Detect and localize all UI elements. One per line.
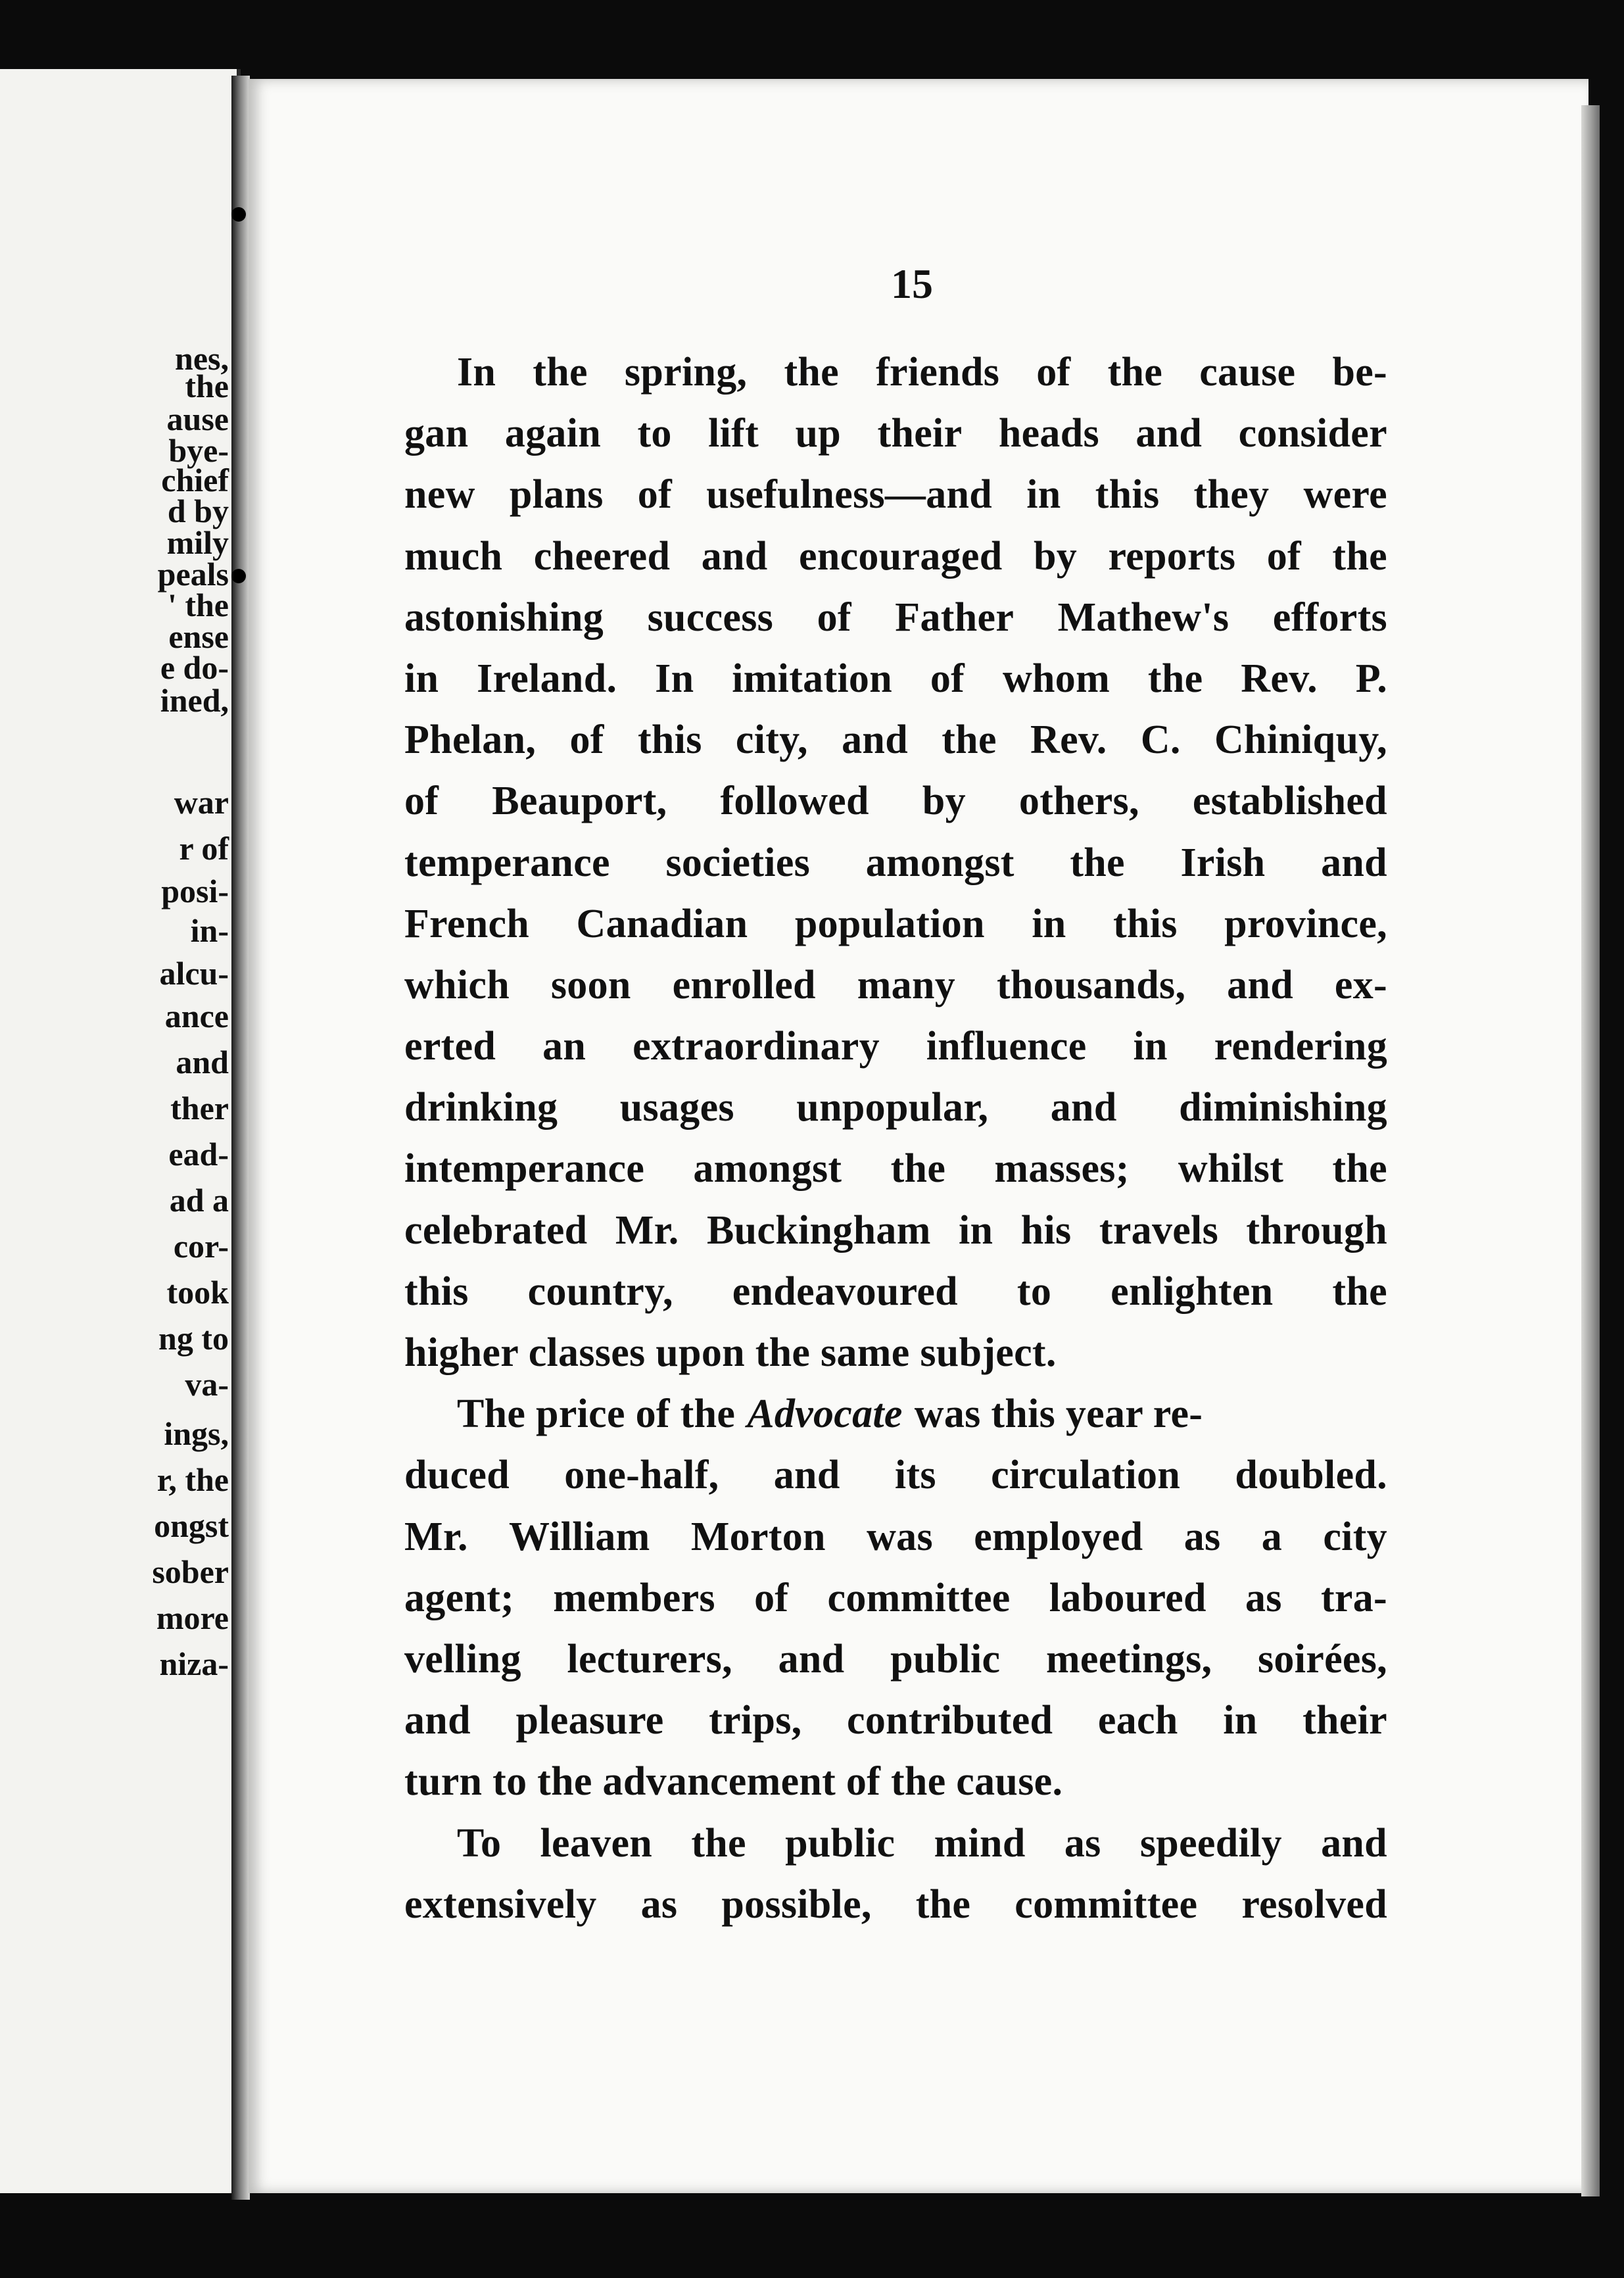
word: In bbox=[457, 350, 496, 395]
word: William bbox=[509, 1514, 650, 1559]
word: and bbox=[1050, 1085, 1117, 1130]
word: thousands, bbox=[996, 962, 1186, 1007]
cropped-text-fragment: ther bbox=[170, 1090, 229, 1127]
cropped-text-fragment: more bbox=[156, 1599, 229, 1636]
word: amongst bbox=[865, 840, 1015, 885]
text-line bbox=[404, 1629, 1387, 1690]
cropped-text-fragment: bye- bbox=[168, 432, 229, 469]
word: this bbox=[1095, 472, 1160, 518]
text-line bbox=[404, 648, 1387, 710]
word: friends bbox=[876, 350, 1000, 395]
text-line bbox=[404, 1568, 1387, 1629]
word: Chiniquy, bbox=[1214, 717, 1387, 763]
word: Buckingham bbox=[706, 1207, 931, 1253]
cropped-text-fragment: and bbox=[176, 1044, 229, 1080]
word: efforts bbox=[1272, 594, 1387, 640]
text-line bbox=[404, 710, 1387, 771]
word: and bbox=[1135, 411, 1203, 456]
word: a bbox=[1261, 1514, 1283, 1559]
word: diminishing bbox=[1179, 1085, 1387, 1130]
word: Canadian bbox=[576, 901, 748, 946]
word: travels bbox=[1099, 1207, 1219, 1253]
text-line bbox=[404, 1384, 1387, 1445]
word: societies bbox=[665, 840, 811, 885]
word: duced bbox=[404, 1453, 510, 1498]
word: in bbox=[1223, 1698, 1258, 1743]
word: and bbox=[1321, 840, 1387, 885]
word: velling bbox=[404, 1636, 521, 1682]
word: again bbox=[504, 411, 602, 456]
word: were bbox=[1303, 472, 1387, 518]
word: and bbox=[404, 1698, 471, 1743]
word: influence bbox=[926, 1024, 1087, 1069]
word: Ireland. bbox=[477, 656, 617, 701]
word: Rev. bbox=[1241, 656, 1318, 701]
word: erted bbox=[404, 1024, 496, 1069]
word: in bbox=[404, 656, 439, 701]
word: plans bbox=[509, 472, 604, 518]
word: speedily bbox=[1139, 1820, 1282, 1866]
word: the bbox=[1070, 840, 1125, 885]
word: lecturers, bbox=[567, 1636, 732, 1682]
cropped-text-fragment: ense bbox=[168, 618, 229, 655]
word: public bbox=[890, 1636, 1001, 1682]
word: trips, bbox=[709, 1698, 802, 1743]
text-run: The price of the bbox=[457, 1392, 736, 1437]
text-line bbox=[404, 587, 1387, 648]
text-line bbox=[404, 1813, 1387, 1874]
word: the bbox=[1147, 656, 1203, 701]
word: by bbox=[922, 779, 966, 824]
word: was bbox=[867, 1514, 933, 1559]
cropped-text-fragment: ings, bbox=[164, 1415, 229, 1452]
text-line bbox=[404, 1445, 1387, 1506]
text-line bbox=[404, 464, 1387, 525]
text-line bbox=[404, 1077, 1387, 1138]
text-line bbox=[404, 1138, 1387, 1200]
text-line: turn to the advancement of the cause. bbox=[404, 1759, 1063, 1805]
text-line: higher classes upon the same subject. bbox=[404, 1330, 1057, 1375]
text-line bbox=[404, 1507, 1387, 1568]
cropped-text-fragment: sober bbox=[152, 1553, 229, 1590]
text-line bbox=[404, 1874, 1387, 1935]
text-line bbox=[404, 771, 1387, 832]
word: as bbox=[1064, 1820, 1101, 1866]
word: Morton bbox=[690, 1514, 826, 1559]
cropped-text-fragment: in- bbox=[190, 912, 229, 949]
word: and bbox=[778, 1636, 845, 1682]
word: in bbox=[1133, 1024, 1168, 1069]
word: by bbox=[1033, 533, 1078, 579]
word: enrolled bbox=[672, 962, 816, 1007]
word: lift bbox=[708, 411, 759, 456]
cropped-text-fragment: r, the bbox=[156, 1461, 229, 1498]
word: and bbox=[1227, 962, 1294, 1007]
cropped-text-fragment: r of bbox=[179, 830, 229, 867]
word: of bbox=[1266, 533, 1301, 579]
word: amongst bbox=[693, 1146, 842, 1192]
text-run: was this year re- bbox=[914, 1392, 1203, 1437]
word: Mr. bbox=[404, 1514, 468, 1559]
word: the bbox=[890, 1146, 946, 1192]
word: they bbox=[1193, 472, 1270, 518]
word: enlighten bbox=[1111, 1269, 1274, 1314]
cropped-text-fragment: chief bbox=[161, 462, 229, 498]
word: P. bbox=[1355, 656, 1387, 701]
word: of bbox=[817, 594, 851, 640]
word: mind bbox=[934, 1820, 1026, 1866]
word: the bbox=[1332, 1146, 1387, 1192]
cropped-text-fragment: alcu- bbox=[159, 955, 229, 992]
word: imitation bbox=[732, 656, 893, 701]
word: new bbox=[404, 472, 475, 518]
word: encouraged bbox=[799, 533, 1003, 579]
text-line bbox=[404, 403, 1387, 464]
word: many bbox=[857, 962, 956, 1007]
cropped-text-fragment: ead- bbox=[168, 1136, 229, 1173]
word: one-half, bbox=[564, 1453, 719, 1498]
word: of bbox=[930, 656, 965, 701]
word: to bbox=[637, 411, 672, 456]
cropped-text-fragment: cor- bbox=[173, 1228, 229, 1265]
word: the bbox=[784, 350, 839, 395]
word: C. bbox=[1140, 717, 1181, 763]
word: city, bbox=[735, 717, 808, 763]
word: astonishing bbox=[404, 594, 604, 640]
word: much bbox=[404, 533, 503, 579]
word: usages bbox=[619, 1085, 734, 1130]
word: as bbox=[1245, 1575, 1282, 1620]
word: of bbox=[754, 1575, 789, 1620]
word: an bbox=[542, 1024, 586, 1069]
word: province, bbox=[1224, 901, 1387, 946]
word: be- bbox=[1332, 350, 1387, 395]
word: laboured bbox=[1049, 1575, 1206, 1620]
word: To bbox=[457, 1820, 502, 1866]
word: Father bbox=[895, 594, 1015, 640]
text-line bbox=[404, 833, 1387, 894]
word: the bbox=[1107, 350, 1163, 395]
word: each bbox=[1097, 1698, 1178, 1743]
word: heads bbox=[998, 411, 1099, 456]
word: cheered bbox=[533, 533, 671, 579]
word: pleasure bbox=[515, 1698, 664, 1743]
word: ex- bbox=[1334, 962, 1387, 1007]
word: this bbox=[637, 717, 702, 763]
word: extraordinary bbox=[633, 1024, 880, 1069]
body-text bbox=[404, 342, 1387, 1935]
word: as bbox=[640, 1881, 678, 1927]
word: whom bbox=[1002, 656, 1111, 701]
word: the bbox=[533, 350, 588, 395]
binding-stitch bbox=[231, 569, 246, 583]
word: whilst bbox=[1178, 1146, 1284, 1192]
cropped-text-fragment: ined, bbox=[160, 682, 229, 719]
word: unpopular, bbox=[796, 1085, 989, 1130]
word: city bbox=[1323, 1514, 1387, 1559]
word: cause bbox=[1199, 350, 1296, 395]
word: temperance bbox=[404, 840, 610, 885]
cropped-text-fragment: nes, bbox=[175, 340, 229, 377]
word: their bbox=[1302, 1698, 1387, 1743]
text-line bbox=[404, 1016, 1387, 1077]
word: meetings, bbox=[1045, 1636, 1212, 1682]
word: which bbox=[404, 962, 510, 1007]
word: Mr. bbox=[615, 1207, 679, 1253]
word: committee bbox=[827, 1575, 1011, 1620]
word: up bbox=[795, 411, 842, 456]
word: Mathew's bbox=[1057, 594, 1230, 640]
word: usefulness—and bbox=[706, 472, 993, 518]
word: Irish bbox=[1180, 840, 1266, 885]
word: population bbox=[794, 901, 985, 946]
cropped-text-fragment: peals bbox=[157, 556, 229, 593]
word: their bbox=[877, 411, 963, 456]
word: intemperance bbox=[404, 1146, 645, 1192]
word: agent; bbox=[404, 1575, 515, 1620]
book-gutter bbox=[231, 76, 250, 2200]
word: and bbox=[842, 717, 908, 763]
word: Beauport, bbox=[492, 779, 667, 824]
word: resolved bbox=[1241, 1881, 1387, 1927]
word: through bbox=[1246, 1207, 1387, 1253]
cropped-text-fragment: ongst bbox=[154, 1507, 229, 1544]
word: extensively bbox=[404, 1881, 597, 1927]
cropped-text-fragment: the bbox=[185, 368, 229, 404]
word: and bbox=[701, 533, 768, 579]
word: celebrated bbox=[404, 1207, 588, 1253]
cropped-text-fragment: e do- bbox=[160, 649, 229, 686]
word: success bbox=[647, 594, 774, 640]
word: country, bbox=[527, 1269, 673, 1314]
word: committee bbox=[1015, 1881, 1198, 1927]
cropped-text-fragment: mily bbox=[166, 524, 229, 561]
word: reports bbox=[1108, 533, 1236, 579]
word: of bbox=[404, 779, 439, 824]
word: Phelan, bbox=[404, 717, 537, 763]
cropped-text-fragment: ' the bbox=[167, 587, 229, 623]
word: of bbox=[637, 472, 673, 518]
text-line bbox=[404, 955, 1387, 1016]
word: gan bbox=[404, 411, 469, 456]
word: the bbox=[915, 1881, 971, 1927]
word: of bbox=[1036, 350, 1071, 395]
word: public bbox=[785, 1820, 896, 1866]
word: Rev. bbox=[1030, 717, 1107, 763]
text-line bbox=[404, 894, 1387, 955]
word: soon bbox=[550, 962, 631, 1007]
text-line bbox=[404, 1261, 1387, 1322]
page-number: 15 bbox=[891, 260, 933, 307]
cropped-text-fragment: ad a bbox=[169, 1182, 229, 1219]
word: consider bbox=[1238, 411, 1387, 456]
word: employed bbox=[974, 1514, 1143, 1559]
word: doubled. bbox=[1235, 1453, 1387, 1498]
word: its bbox=[894, 1453, 936, 1498]
word: his bbox=[1020, 1207, 1072, 1253]
word: endeavoured bbox=[732, 1269, 958, 1314]
text-line bbox=[404, 1690, 1387, 1751]
cropped-text-fragment: va- bbox=[185, 1366, 229, 1403]
word: members bbox=[553, 1575, 715, 1620]
binding-stitch bbox=[231, 207, 246, 222]
word: the bbox=[1332, 1269, 1387, 1314]
word: followed bbox=[720, 779, 869, 824]
word: masses; bbox=[994, 1146, 1130, 1192]
word: established bbox=[1192, 779, 1387, 824]
word: others, bbox=[1018, 779, 1139, 824]
text-line bbox=[404, 526, 1387, 587]
word: French bbox=[404, 901, 530, 946]
publication-title: Advocate bbox=[747, 1392, 903, 1437]
word: to bbox=[1016, 1269, 1052, 1314]
word: tra- bbox=[1320, 1575, 1387, 1620]
cropped-text-fragment: niza- bbox=[159, 1645, 229, 1682]
text-line bbox=[404, 342, 1387, 403]
cropped-text-fragment: took bbox=[166, 1274, 229, 1311]
word: leaven bbox=[540, 1820, 653, 1866]
left-page bbox=[0, 69, 241, 2193]
word: of bbox=[569, 717, 604, 763]
word: this bbox=[404, 1269, 469, 1314]
cropped-text-fragment: ause bbox=[166, 400, 229, 437]
word: the bbox=[1332, 533, 1387, 579]
word: soirées, bbox=[1258, 1636, 1387, 1682]
word: rendering bbox=[1214, 1024, 1387, 1069]
cropped-text-fragment: war bbox=[174, 784, 229, 821]
cropped-text-fragment: d by bbox=[167, 493, 229, 529]
word: drinking bbox=[404, 1085, 558, 1130]
word: in bbox=[1032, 901, 1066, 946]
word: In bbox=[655, 656, 694, 701]
word: the bbox=[691, 1820, 746, 1866]
word: this bbox=[1113, 901, 1178, 946]
word: spring, bbox=[624, 350, 748, 395]
word: circulation bbox=[991, 1453, 1181, 1498]
cropped-text-fragment: ance bbox=[164, 998, 229, 1034]
word: and bbox=[773, 1453, 840, 1498]
word: the bbox=[942, 717, 997, 763]
page-edge bbox=[1581, 105, 1600, 2196]
cropped-text-fragment: posi- bbox=[161, 873, 229, 909]
word: possible, bbox=[721, 1881, 872, 1927]
cropped-text-fragment: ng to bbox=[158, 1320, 229, 1357]
word: as bbox=[1183, 1514, 1221, 1559]
word: contributed bbox=[847, 1698, 1053, 1743]
word: in bbox=[959, 1207, 993, 1253]
text-line bbox=[404, 1200, 1387, 1261]
word: in bbox=[1026, 472, 1061, 518]
word: and bbox=[1321, 1820, 1387, 1866]
